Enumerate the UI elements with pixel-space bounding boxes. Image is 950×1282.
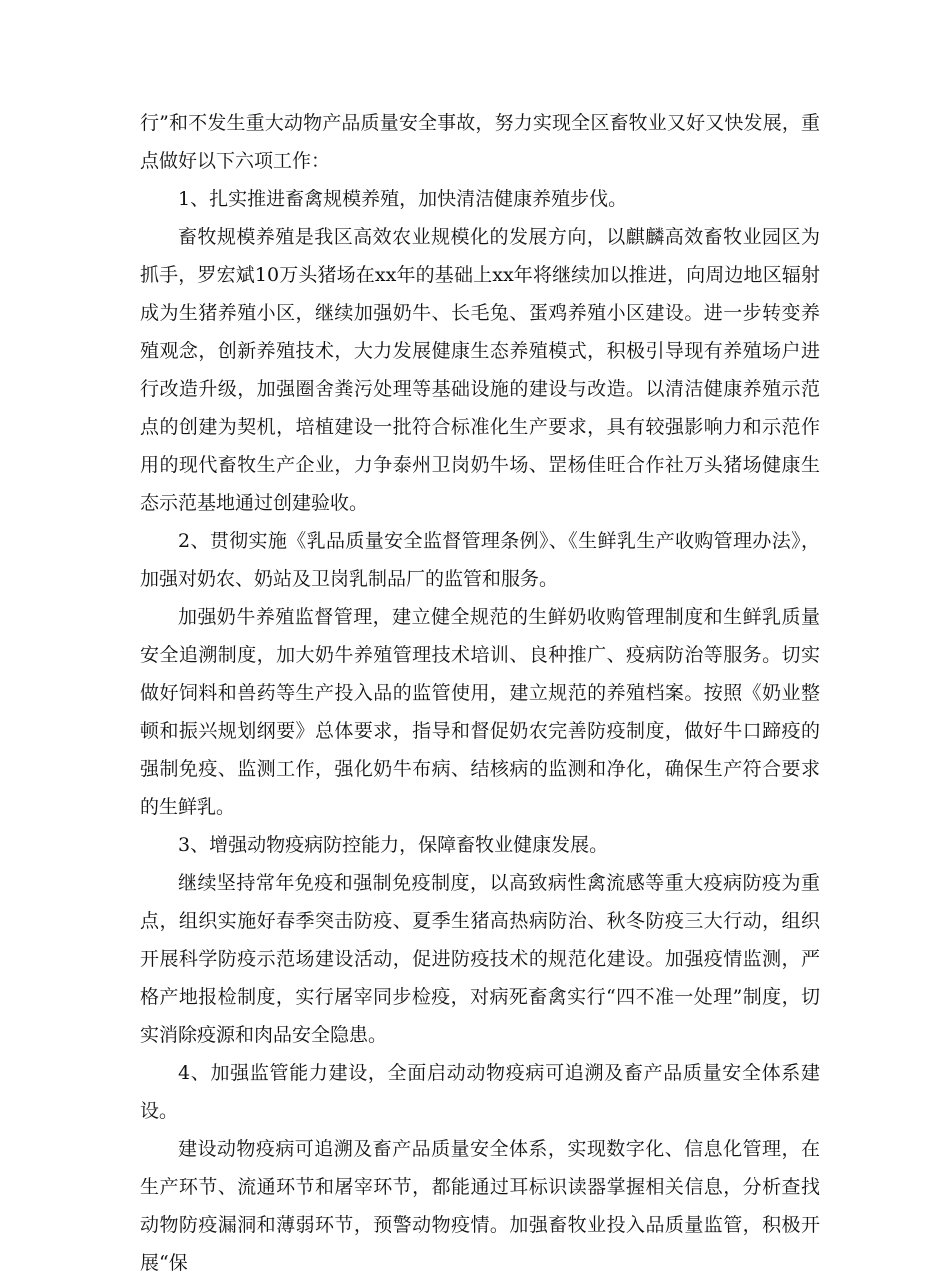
document-body: [140, 104, 820, 1282]
paragraph-section-4: 建设动物疫病可追溯及畜产品质量安全体系，实现数字化、信息化管理，在生产环节、流通环节和屠宰环节，都能通过耳标识读器掌握相关信息，分析查找动物防疫漏洞和薄弱环节，预警动物疫情。加强畜牧业投入品质量监管，积极开展“保: [140, 1138, 820, 1274]
section-heading-4: 4、加强监管能力建设，全面启动动物疫病可追溯及畜产品质量安全体系建设。: [140, 1062, 820, 1122]
section-heading-2: 2、贯彻实施《乳品质量安全监督管理条例》、《生鲜乳生产收购管理办法》，加强对奶农、奶站及卫岗乳制品厂的监管和服务。: [140, 530, 820, 590]
paragraph-section-1: 畜牧规模养殖是我区高效农业规模化的发展方向，以麒麟高效畜牧业园区为抓手，罗宏斌10万头猪场在xx年的基础上xx年将继续加以推进，向周边地区辐射成为生猪养殖小区，继续加强奶牛、长毛兔、蛋鸡养殖小区建设。进一步转变养殖观念，创新养殖技术，大力发展健康生态养殖模式，积极引导现有养殖场户进行改造升级，加强圈舍粪污处理等基础设施的建设与改造。以清洁健康养殖示范点的创建为契机，培植建设一批符合标准化生产要求，具有较强影响力和示范作用的现代畜牧生产企业，力争泰州卫岗奶牛场、罡杨佳旺合作社万头猪场健康生态示范基地通过创建验收。: [140, 226, 820, 514]
section-heading-1: 1、扎实推进畜禽规模养殖，加快清洁健康养殖步伐。: [178, 188, 628, 210]
paragraph-intro-continuation: 行”和不发生重大动物产品质量安全事故，努力实现全区畜牧业又好又快发展，重点做好以下六项工作：: [140, 112, 820, 172]
section-heading-3: 3、增强动物疫病防控能力，保障畜牧业健康发展。: [178, 834, 609, 856]
paragraph-section-3: 继续坚持常年免疫和强制免疫制度，以高致病性禽流感等重大疫病防疫为重点，组织实施好春季突击防疫、夏季生猪高热病防治、秋冬防疫三大行动，组织开展科学防疫示范场建设活动，促进防疫技术的规范化建设。加强疫情监测，严格产地报检制度，实行屠宰同步检疫，对病死畜禽实行“四不准一处理”制度，切实消除疫源和肉品安全隐患。: [140, 872, 820, 1046]
paragraph-section-2: 加强奶牛养殖监督管理，建立健全规范的生鲜奶收购管理制度和生鲜乳质量安全追溯制度，加大奶牛养殖管理技术培训、良种推广、疫病防治等服务。切实做好饲料和兽药等生产投入品的监管使用，建立规范的养殖档案。按照《奶业整顿和振兴规划纲要》总体要求，指导和督促奶农完善防疫制度，做好牛口蹄疫的强制免疫、监测工作，强化奶牛布病、结核病的监测和净化，确保生产符合要求的生鲜乳。: [140, 606, 820, 818]
